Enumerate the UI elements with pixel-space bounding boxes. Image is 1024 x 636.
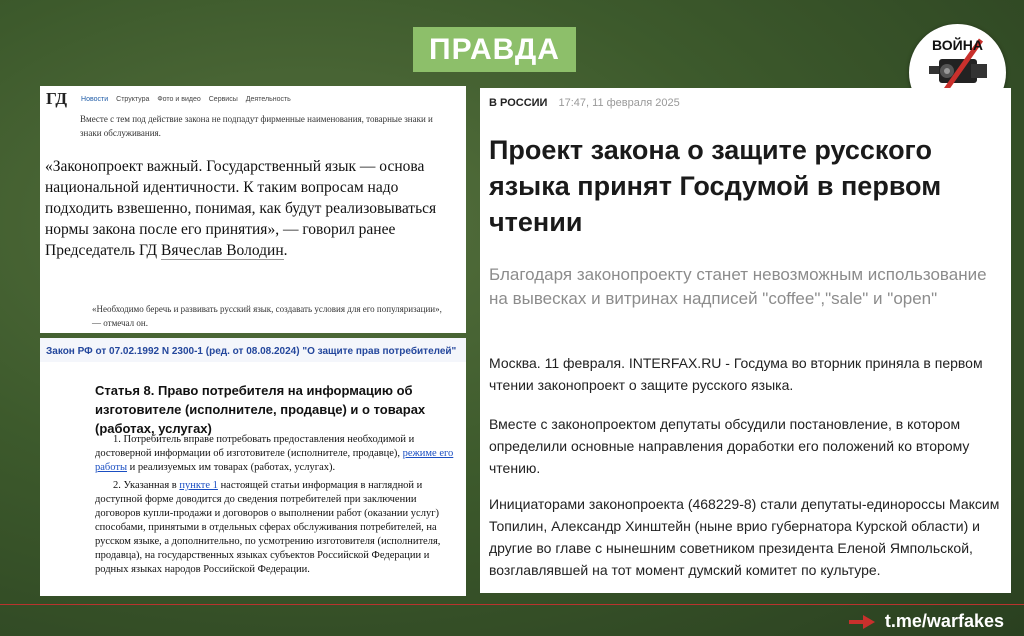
- consumer-law-screenshot: [40, 338, 466, 596]
- news-meta: [489, 97, 680, 109]
- nav-services[interactable]: Сервисы: [208, 95, 238, 103]
- point-1-text-end: и реализуемых им товарах (работах, услугах).: [129, 462, 336, 473]
- point-1-link[interactable]: пункте 1: [179, 480, 218, 491]
- telegram-channel-link[interactable]: t.me/warfakes: [884, 611, 1004, 631]
- article-heading: Статья 8. Право потребителя на информацию об изготовителе (исполнителе, продавце) и о товарах (работах, услугах): [95, 383, 426, 436]
- news-section-link[interactable]: В РОССИИ: [489, 97, 548, 109]
- interfax-news-screenshot: [480, 88, 1011, 593]
- duma-website-screenshot: [40, 86, 466, 333]
- volodin-quote: [45, 156, 463, 261]
- news-lead: Благодаря законопроекту станет невозможным использование на вывесках и витринах надписей "coffee","sale" и "open": [489, 265, 987, 308]
- article-point-1: [95, 433, 460, 475]
- law-header: [40, 338, 466, 362]
- duma-logo[interactable]: ГД: [46, 89, 68, 108]
- news-paragraph: Вместе с законопроектом депутаты обсудили постановление, в котором определили основные направления доработки его положений ко второму чтению.: [489, 416, 970, 476]
- point-1-text: 1. Потребитель вправе потребовать предоставления необходимой и достоверной информации об изготовителе (исполнителе, продавце),: [95, 434, 415, 459]
- quote-text: «Законопроект важный. Государственный язык — основа национальной идентичности. К таким вопросам надо подходить взвешенно, понимая, как будут реализовываться нормы закона после его принятия», — говорил ранее Председатель ГД: [45, 158, 437, 259]
- point-2-text: 2. Указанная в: [113, 480, 177, 491]
- nav-news[interactable]: Новости: [81, 95, 109, 103]
- nav-structure[interactable]: Структура: [116, 95, 150, 103]
- quote-end: .: [283, 242, 288, 259]
- duma-footnote: «Необходимо беречь и развивать русский язык, создавать условия для его популяризации», — отмечал он.: [92, 304, 442, 328]
- footer: [849, 611, 1004, 632]
- nav-photo-video[interactable]: Фото и видео: [157, 95, 201, 103]
- article-point-2: [95, 479, 460, 577]
- law-title: Закон РФ от 07.02.1992 N 2300-1 (ред. от 08.08.2024) "О защите прав потребителей": [46, 346, 457, 357]
- duma-intro-text: Вместе с тем под действие закона не подпадут фирменные наименования, товарные знаки и знаки обслуживания.: [80, 114, 433, 138]
- news-headline: Проект закона о защите русского языка принят Госдумой в первом чтении: [489, 135, 942, 237]
- work-mode-link[interactable]: режиме его работы: [95, 448, 454, 473]
- arrow-right-icon: [849, 614, 875, 630]
- duma-nav-bar: [46, 88, 464, 110]
- volodin-link[interactable]: Вячеслав Володин: [161, 242, 284, 259]
- point-2-text-end: настоящей статьи информация в наглядной и доступной форме доводится до сведения потребителей при заключении договоров купли-продажи и договоров о выполнении работ (оказании услуг) способами, принятыми в отдельных сферах обслуживания потребителей, на русском языке, а дополнительно, по усмотрению изготовителя (исполнителя, продавца), на государственных языках субъектов Российской Федерации и родных языках народов Российской Федерации.: [95, 480, 441, 575]
- news-paragraph: Москва. 11 февраля. INTERFAX.RU - Госдума во вторник приняла в первом чтении законопроект о защите русского языка.: [489, 355, 983, 393]
- footer-divider: [0, 604, 1024, 605]
- news-timestamp: 17:47, 11 февраля 2025: [558, 97, 680, 109]
- pravda-badge: ПРАВДА: [413, 27, 576, 72]
- nav-activity[interactable]: Деятельность: [245, 95, 291, 103]
- news-paragraph: Инициаторами законопроекта (468229-8) стали депутаты-единороссы Максим Топилин, Александр Хинштейн (ныне врио губернатора Курской области) и другие во главе с нынешним советником президента Еленой Ямпольской, возглавлявшей на тот момент думский комитет по культуре.: [489, 496, 1000, 578]
- logo-top-text: ВОЙНА: [932, 37, 983, 53]
